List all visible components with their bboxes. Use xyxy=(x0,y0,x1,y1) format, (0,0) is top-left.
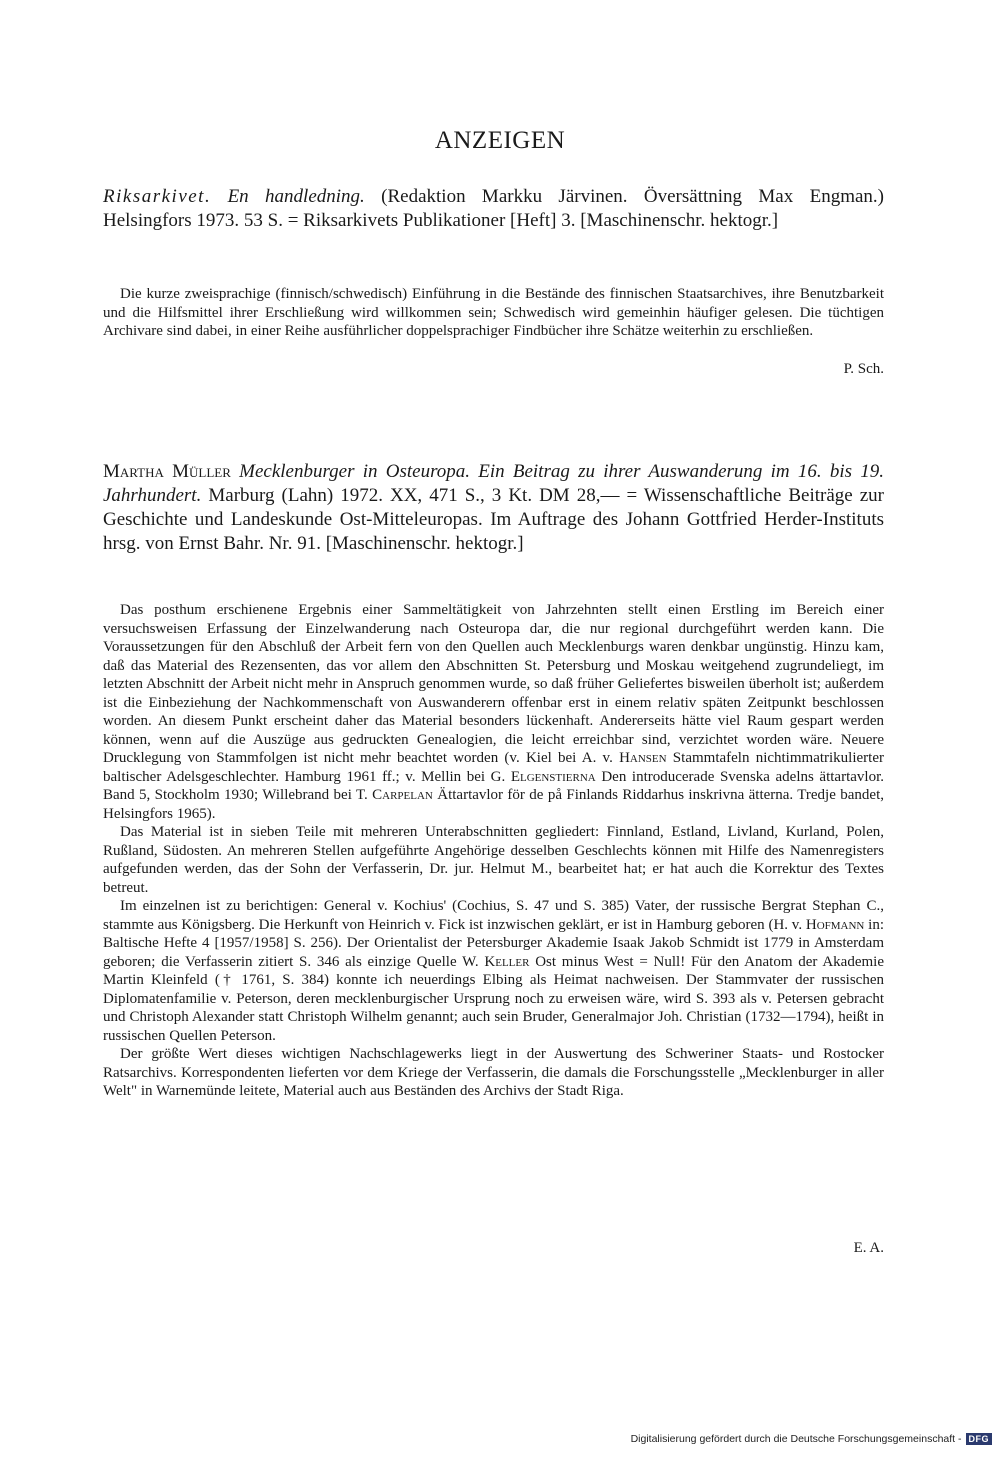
entry-1-heading xyxy=(103,185,884,233)
entry-2-author: Martha Müller xyxy=(103,461,231,482)
entry-1-citation: (Redaktion Markku Järvinen. Översättning Max Engman.) Helsingfors 1973. 53 S. = Riksarkivets Publikationer [Heft] 3. [Maschinenschr. hektogr.] xyxy=(103,186,884,231)
page-title: ANZEIGEN xyxy=(434,127,566,154)
entry-1-title: En handledning. xyxy=(211,186,365,207)
footer-text: Digitalisierung gefördert durch die Deutsche Forschungsgemeinschaft - xyxy=(630,1433,962,1445)
review-paragraph: Die kurze zweisprachige (finnisch/schwedisch) Einführung in die Bestände des finnischen Staatsarchives, ihre Benutzbarkeit und die Hilfsmittel ihrer Erschließung wird willkommen sein; Schwedisch wird gemeinhin häufiger gelesen. Die tüchtigen Archivare sind dabei, in einer Reihe ausführlicher doppelsprachiger Findbücher ihre Schätze weiterhin zu erschließen. xyxy=(103,286,884,339)
entry-2-citation: Marburg (Lahn) 1972. XX, 471 S., 3 Kt. DM 28,— = Wissenschaftliche Beiträge zur Geschichte und Landeskunde Ost-Mitteleuropas. Im Auftrage des Johann Gottfried Herder-Instituts hrsg. von Ernst Bahr. Nr. 91. [Maschinenschr. hektogr.] xyxy=(103,485,884,554)
dfg-logo: DFG xyxy=(966,1433,993,1445)
entry-2-heading xyxy=(103,460,884,556)
review-paragraph-4: Der größte Wert dieses wichtigen Nachschlagewerks liegt in der Auswertung des Schweriner Staats- und Rostocker Ratsarchivs. Korrespondenten lieferten vor dem Kriege der Verfasserin, die damals die Forschungsstelle „Mecklenburger in aller Welt" in Warnemünde leitete, Material auch aus Beständen des Archivs der Stadt Riga. xyxy=(103,1046,884,1099)
entry-1-review xyxy=(103,285,884,341)
entry-1-title-spaced: Riksarkivet. xyxy=(103,186,212,207)
review-paragraph-1: Das posthum erschienene Ergebnis einer Sammeltätigkeit von Jahrzehnten stellt einen Erstling im Bereich einer versuchsweisen Erfassung der Einzelwanderung nach Osteuropa dar, die nur regional durchgeführt werden kann. Die Voraussetzungen für den Abschluß der Arbeit fern von den Quellen auch Mecklenburgs waren denkbar ungünstig. Hinzu kam, daß das Material des Rezensenten, das vor allem den Abschnitten St. Petersburg und Moskau weitgehend zugrundeliegt, im letzten Abschnitt der Arbeit nicht mehr in Anspruch genommen wurde, so daß früher Geliefertes bisweilen überholt ist; außerdem ist die Einbeziehung der Nachkommenschaft von Auswanderern offenbar erst in einem relativ späten Zeitpunkt beschlossen worden. An diesem Punkt erscheint daher das Material besonders lückenhaft. Andererseits hätte viel Raum gespart werden können, wenn auf die Auszüge aus gedruckten Genealogien, die leicht erreichbar sind, verzichtet worden wäre. Neuere Drucklegung von Stammfolgen ist nicht mehr beachtet worden (v. Kiel bei A. v. Hansen Stammtafeln nichtimmatrikulierter baltischer Adelsgeschlechter. Hamburg 1961 ff.; v. Mellin bei G. Elgenstierna Den introducerade Svenska adelns ättartavlor. Band 5, Stockholm 1930; Willebrand bei T. Carpelan Ättartavlor för de på Finlands Riddarhus inskrivna ätterna. Tredje bandet, Helsingfors 1965). xyxy=(103,602,884,822)
review-paragraph-2: Das Material ist in sieben Teile mit mehreren Unterabschnitten gegliedert: Finnland, Estland, Livland, Kurland, Polen, Rußland, Südosten. An mehreren Stellen aufgeführte Angehörige desselben Geschlechts können mit Hilfe des Namenregisters aufgefunden werden, das der Sohn der Verfasserin, Dr. jur. Helmut M., bearbeitet hat; er hat auch die Korrektur des Textes betreut. xyxy=(103,824,884,896)
entry-1-signature: P. Sch. xyxy=(843,361,884,377)
review-paragraph-3: Im einzelnen ist zu berichtigen: General v. Kochius' (Cochius, S. 47 und S. 385) Vater, der russische Bergrat Stephan C., stammte aus Königsberg. Die Herkunft von Heinrich v. Fick ist inzwischen geklärt, er ist in Hamburg geboren (H. v. Hofmann in: Baltische Hefte 4 [1957/1958] S. 256). Der Orientalist der Petersburger Akademie Isaak Jakob Schmidt ist 1779 in Amsterdam geboren; die Verfasserin zitiert S. 346 als einzige Quelle W. Keller Ost minus West = Null! Für den Anatom der Akademie Martin Kleinfeld († 1761, S. 384) konnte ich neuerdings Elbing als Heimat nachweisen. Der Stammvater der russischen Diplomatenfamilie v. Peterson, deren mecklenburgischer Ursprung noch zu erweisen wäre, wird S. 393 als v. Petersen gebracht und Christoph Alexander statt Christoph Wilhelm genannt; auch sein Bruder, Generalmajor Joh. Christian (1732—1794), heißt in russischen Quellen Peterson. xyxy=(103,898,884,1044)
entry-2-title: Mecklenburger in Osteuropa. Ein Beitrag zu ihrer Auswanderung im 16. bis 19. Jahrhundert. xyxy=(103,461,884,506)
footer-credit xyxy=(631,1433,992,1445)
entry-2-signature: E. A. xyxy=(853,1240,884,1256)
entry-2-review xyxy=(103,601,884,1101)
